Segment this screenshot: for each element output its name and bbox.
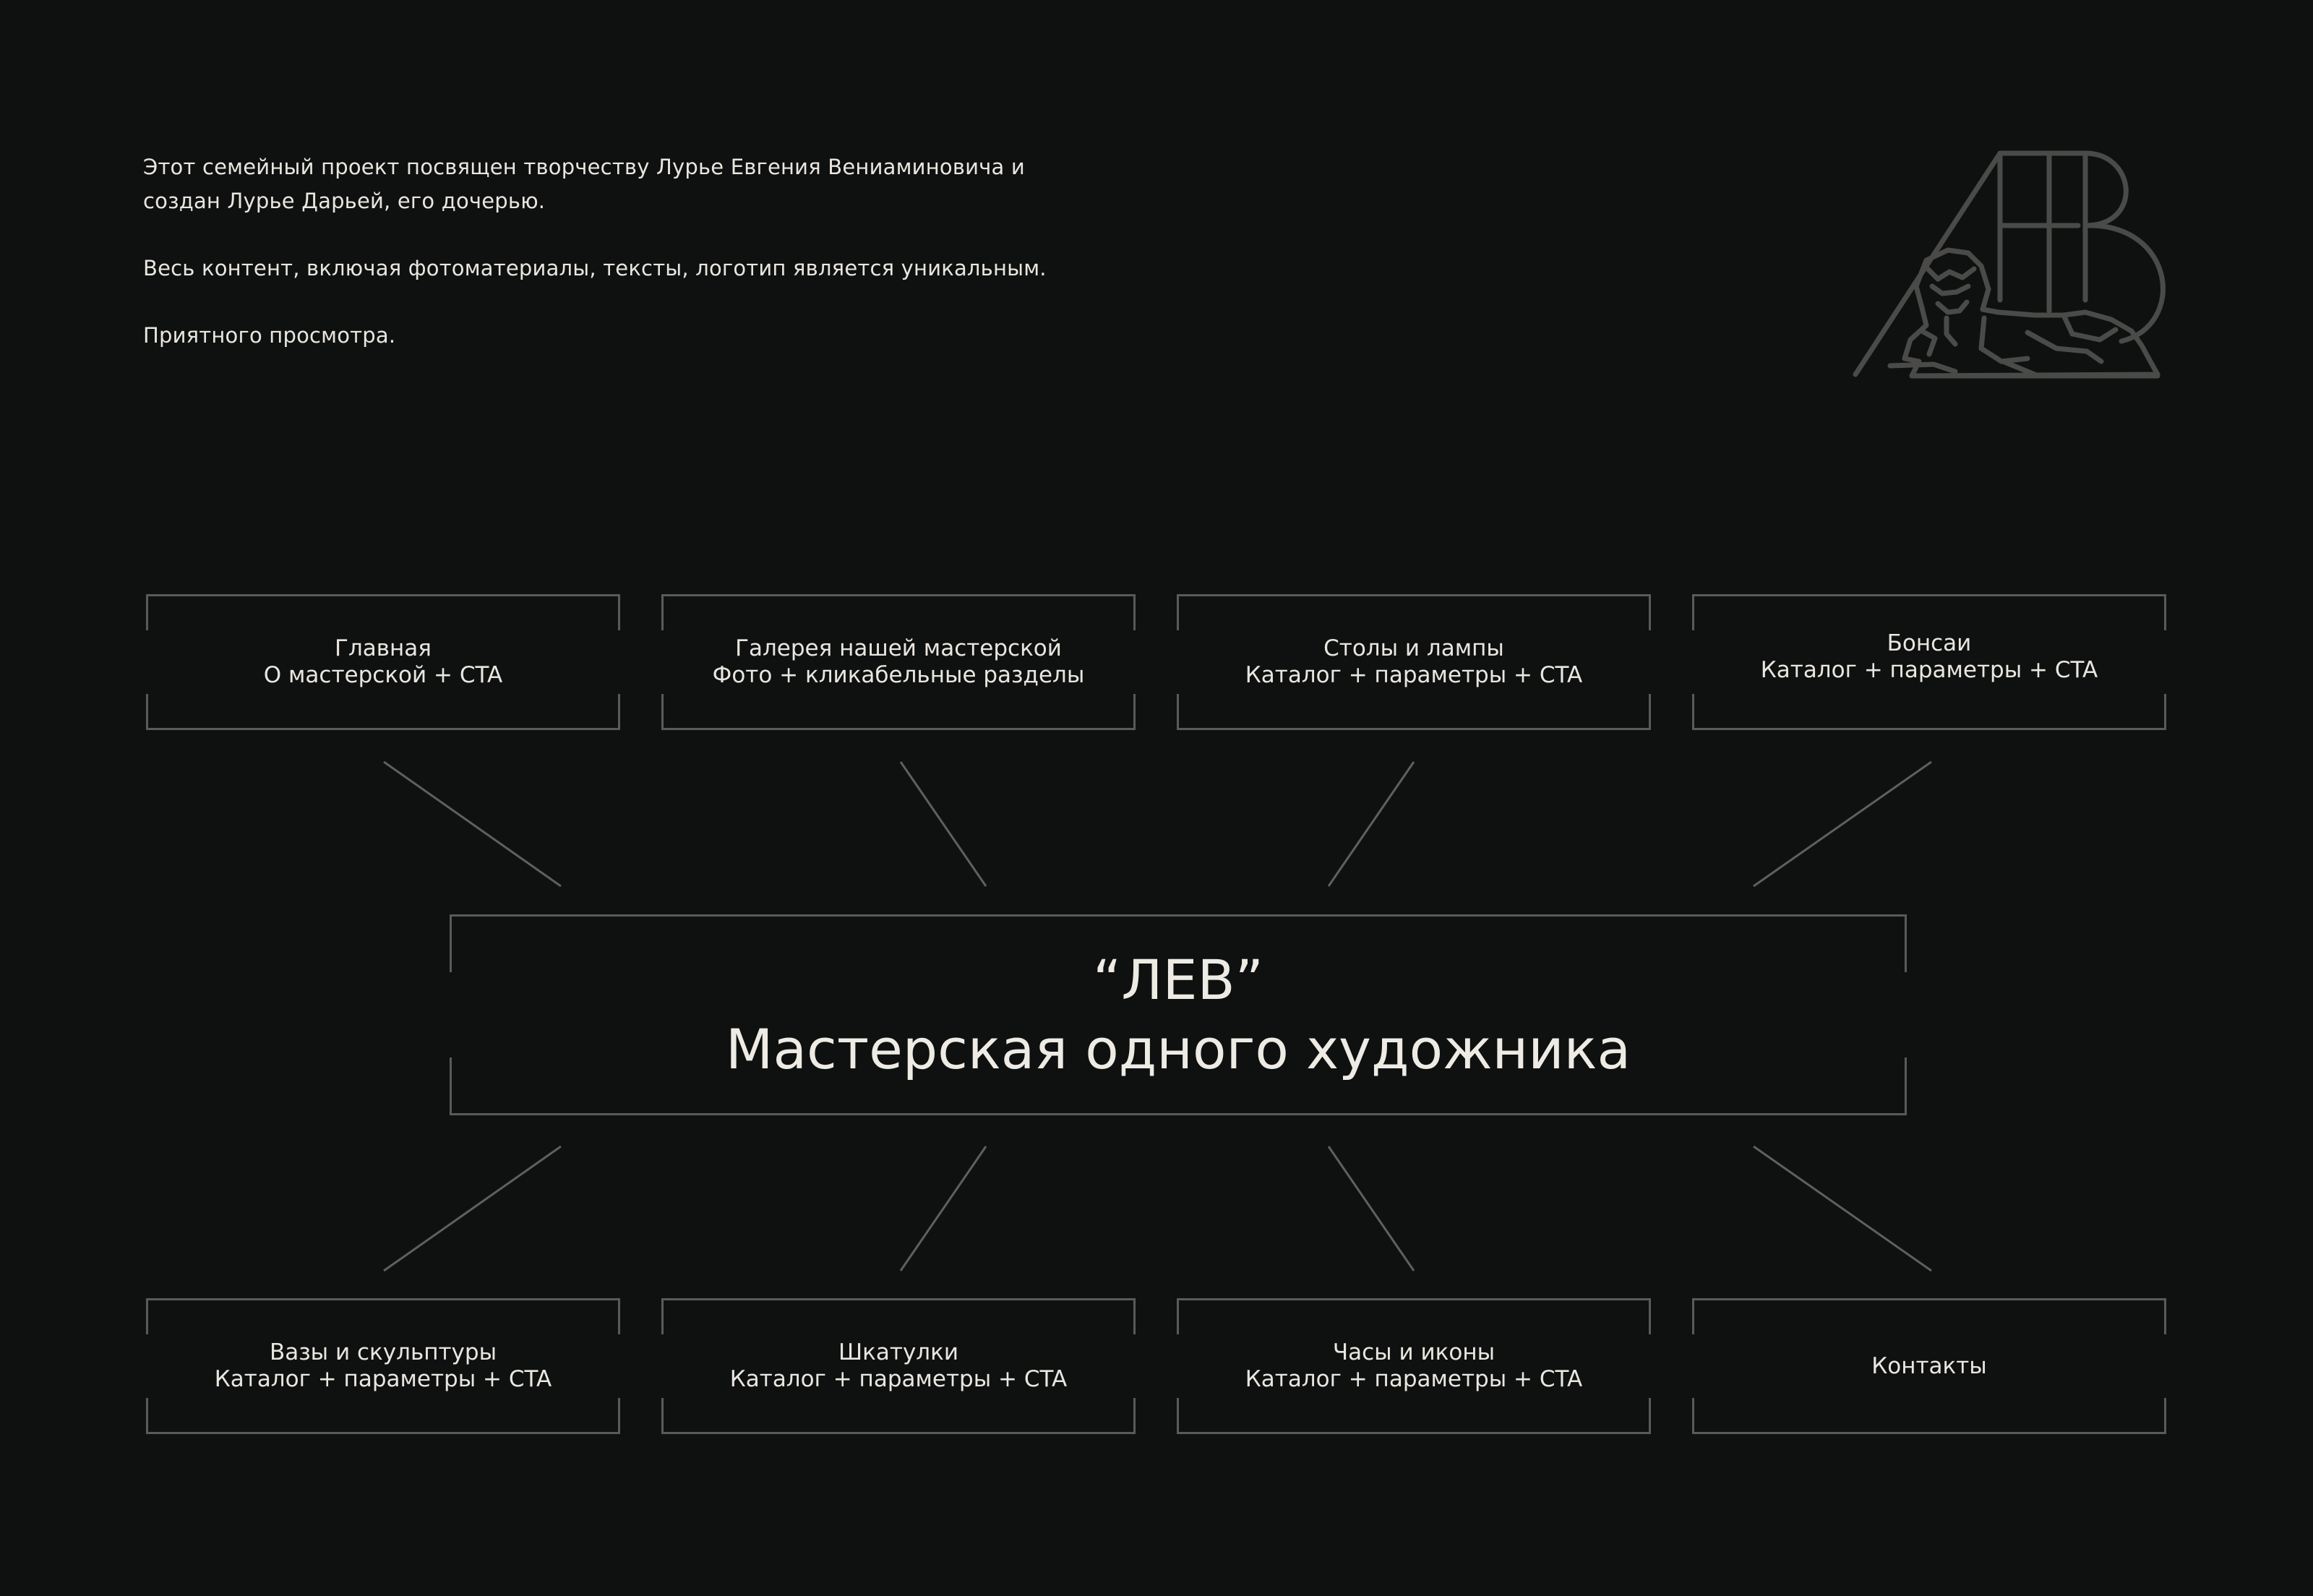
- node-subtitle: Каталог + параметры + CTA: [1245, 1366, 1583, 1392]
- intro-paragraph-2: Весь контент, включая фотоматериалы, тексты, логотип является уникальным.: [143, 256, 1047, 280]
- node-subtitle: Фото + кликабельные разделы: [712, 662, 1085, 688]
- connector-bottom-4: [1754, 1146, 1931, 1271]
- node-gallery[interactable]: [661, 594, 1136, 730]
- brand-name: “ЛЕВ”: [1092, 948, 1264, 1012]
- connector-top-1: [384, 762, 561, 886]
- node-title: Бонсаи: [1887, 630, 1972, 656]
- node-boxes[interactable]: [661, 1298, 1136, 1434]
- connector-bottom-3: [1329, 1146, 1414, 1271]
- intro-text: [143, 150, 1227, 386]
- brand-subtitle: Мастерская одного художника: [725, 1017, 1631, 1081]
- node-title: Шкатулки: [838, 1339, 958, 1365]
- intro-paragraph-1: [143, 150, 1227, 218]
- connector-top-4: [1754, 762, 1931, 886]
- node-title: Главная: [335, 635, 432, 661]
- node-subtitle: Каталог + параметры + CTA: [729, 1366, 1068, 1392]
- center-title-block: [450, 914, 1907, 1115]
- node-subtitle: Каталог + параметры + CTA: [1245, 662, 1583, 688]
- node-tables-lamps[interactable]: [1177, 594, 1651, 730]
- connector-top-3: [1329, 762, 1414, 886]
- intro-paragraph-1-line-2: создан Лурье Дарьей, его дочерью.: [143, 189, 546, 213]
- node-subtitle: Каталог + параметры + CTA: [1760, 657, 2098, 683]
- lion-monogram-icon: [1847, 145, 2187, 383]
- node-title: Галерея нашей мастерской: [735, 635, 1062, 661]
- node-title: Столы и лампы: [1323, 635, 1504, 661]
- node-subtitle: О мастерской + CTA: [263, 662, 503, 688]
- node-glavnaya[interactable]: [146, 594, 620, 730]
- connector-bottom-2: [901, 1146, 986, 1271]
- node-title: Вазы и скульптуры: [269, 1339, 497, 1365]
- node-clocks-icons[interactable]: [1177, 1298, 1651, 1434]
- node-bonsai[interactable]: [1692, 594, 2166, 730]
- node-vases-sculptures[interactable]: [146, 1298, 620, 1434]
- intro-paragraph-3: Приятного просмотра.: [143, 323, 396, 348]
- node-subtitle: Каталог + параметры + CTA: [214, 1366, 552, 1392]
- intro-paragraph-1-line-1: Этот семейный проект посвящен творчеству Лурье Евгения Вениаминовича и: [143, 155, 1025, 179]
- node-title: Контакты: [1871, 1352, 1987, 1379]
- node-contacts[interactable]: [1692, 1298, 2166, 1434]
- connector-top-2: [901, 762, 986, 886]
- node-title: Часы и иконы: [1332, 1339, 1495, 1365]
- connector-bottom-1: [384, 1146, 561, 1271]
